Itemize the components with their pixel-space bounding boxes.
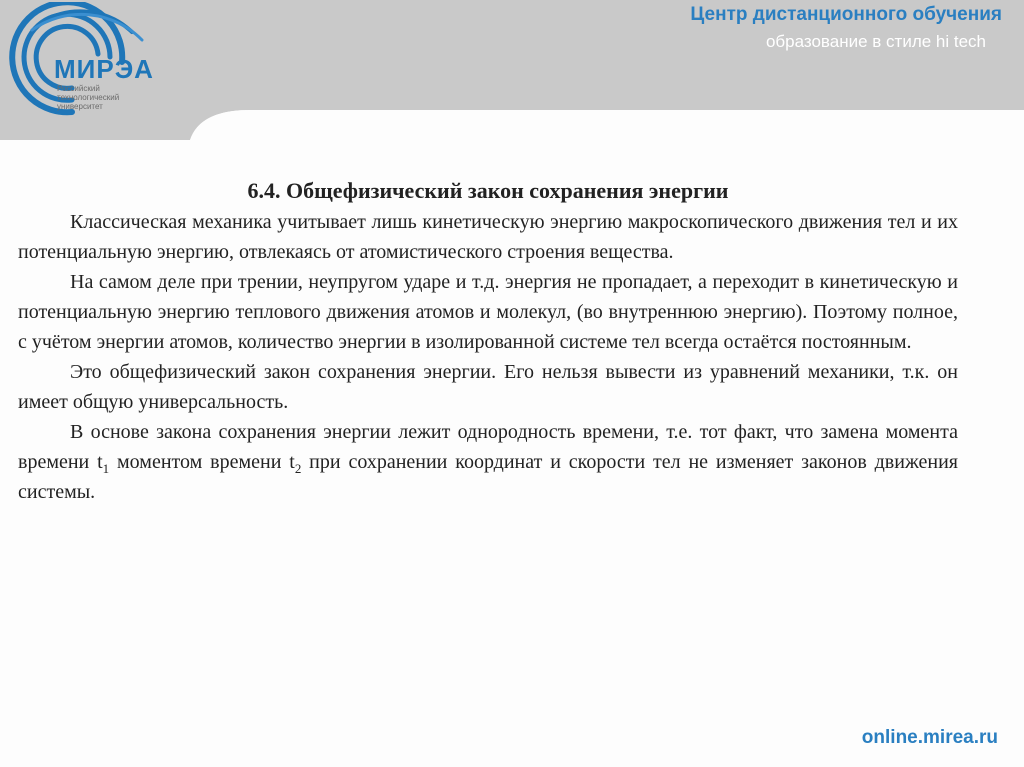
text-run: при сохранении координат и скорости тел не изменяет законов движения системы. (18, 451, 958, 503)
text-run: В основе закона сохранения энергии лежит однородность времени, т.е. тот факт, что замена момента времени t (18, 421, 958, 473)
text-run: моментом времени t (109, 451, 295, 473)
paragraph: Классическая механика учитывает лишь кинетическую энергию макроскопического движения тел и их потенциальную энергию, отвлекаясь от атомистического строения вещества. (18, 211, 958, 263)
section-heading: 6.4. Общефизический закон сохранения энергии (247, 178, 729, 203)
logo-tagline: Российский технологический университет (57, 84, 120, 111)
subscript: 2 (294, 461, 302, 476)
paragraph-time-homogeneity (18, 417, 958, 507)
logo-wordmark: МИРЭА (54, 54, 154, 84)
footer-url: online.mirea.ru (861, 727, 998, 748)
header-subtitle: образование в стиле hi tech (765, 32, 986, 51)
logo (2, 2, 202, 122)
document-body (18, 175, 958, 507)
paragraph: Это общефизический закон сохранения энергии. Его нельзя вывести из уравнений механики, т.к. он имеет общую универсальность. (18, 361, 958, 413)
header-title: Центр дистанционного обучения (690, 4, 1002, 25)
subscript: 1 (102, 461, 110, 476)
paragraph: На самом деле при трении, неупругом ударе и т.д. энергия не пропадает, а переходит в кинетическую и потенциальную энергию теплового движения атомов и молекул, (во внутреннюю энергию). Поэтому полное, с учётом энергии атомов, количество энергии в изолированной системе тел всегда остаётся постоянным. (18, 271, 958, 353)
